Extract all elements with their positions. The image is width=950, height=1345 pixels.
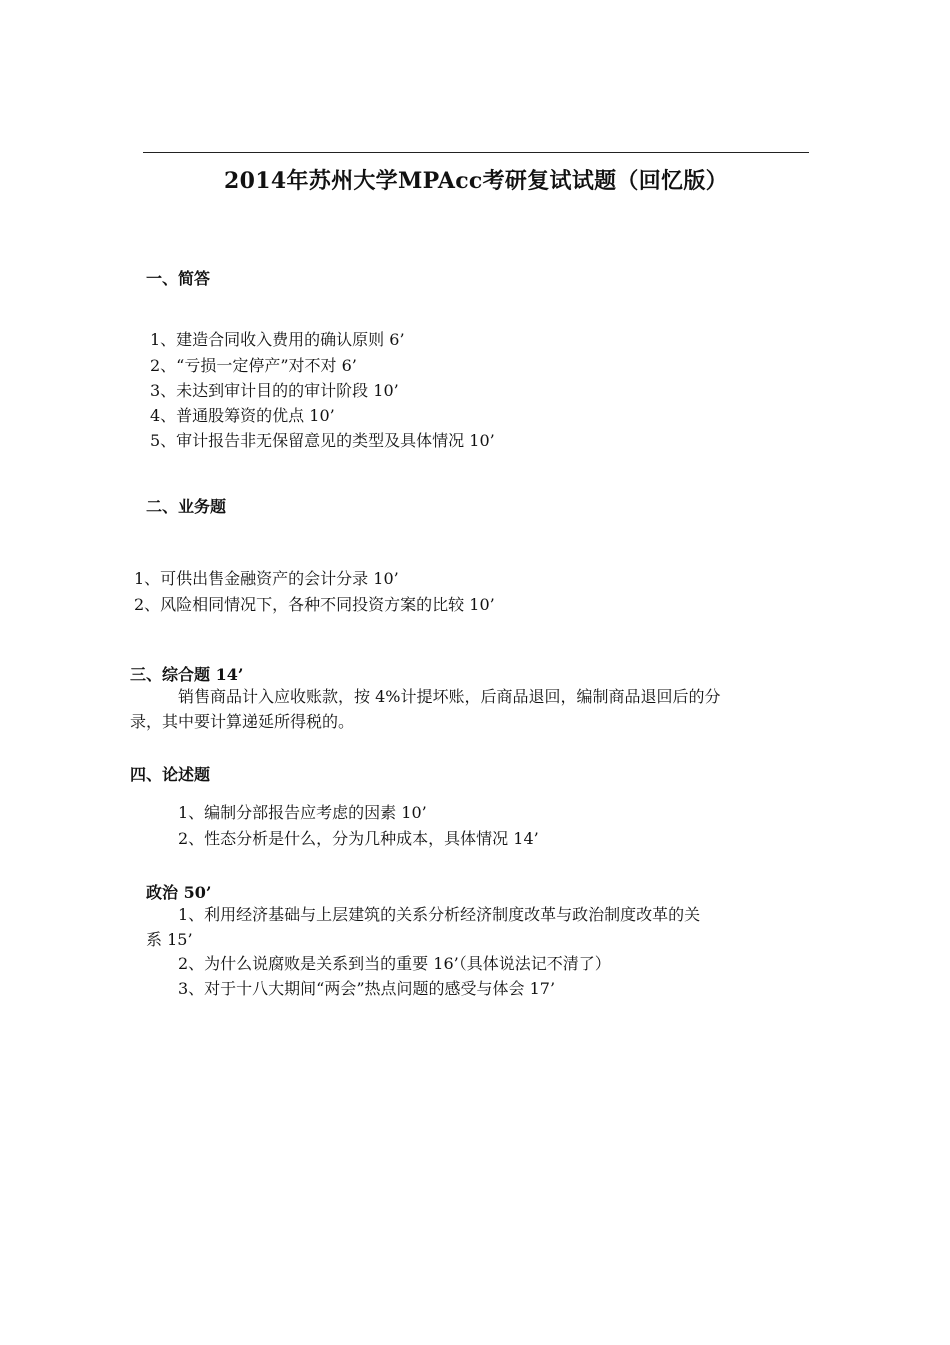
list-item: 5、审计报告非无保留意见的类型及具体情况 10’ [150,431,495,450]
list-item: 4、普通股筹资的优点 10’ [150,406,335,425]
comprehensive-paragraph-line2: 录，其中要计算递延所得税的。 [130,712,355,731]
list-item-continuation: 系 15’ [146,930,193,949]
list-item: 1、建造合同收入费用的确认原则 6’ [150,330,405,349]
comprehensive-paragraph-line1: 销售商品计入应收账款，按 4%计提坏账，后商品退回，编制商品退回后的分 [178,687,721,706]
list-item: 1、可供出售金融资产的会计分录 10’ [134,569,399,588]
header-rule [143,152,809,153]
list-item: 1、利用经济基础与上层建筑的关系分析经济制度改革与政治制度改革的关 [178,905,701,924]
section-heading-business: 二、业务题 [146,497,227,516]
list-item: 3、未达到审计目的的审计阶段 10’ [150,381,399,400]
list-item: 2、“亏损一定停产”对不对 6’ [150,356,357,375]
document-title: 2014年苏州大学MPAcc考研复试试题（回忆版） [224,168,728,194]
section-heading-politics: 政治 50’ [146,883,212,902]
list-item: 2、性态分析是什么，分为几种成本，具体情况 14’ [178,829,539,848]
list-item: 2、风险相同情况下，各种不同投资方案的比较 10’ [134,595,495,614]
section-heading-essay: 四、论述题 [130,765,211,784]
section-heading-comprehensive: 三、综合题 14’ [130,665,244,684]
list-item: 3、对于十八大期间“两会”热点问题的感受与体会 17’ [178,979,556,998]
list-item: 1、编制分部报告应考虑的因素 10’ [178,803,427,822]
section-heading-short-answer: 一、简答 [146,269,211,288]
list-item: 2、为什么说腐败是关系到当的重要 16’（具体说法记不清了） [178,954,611,973]
